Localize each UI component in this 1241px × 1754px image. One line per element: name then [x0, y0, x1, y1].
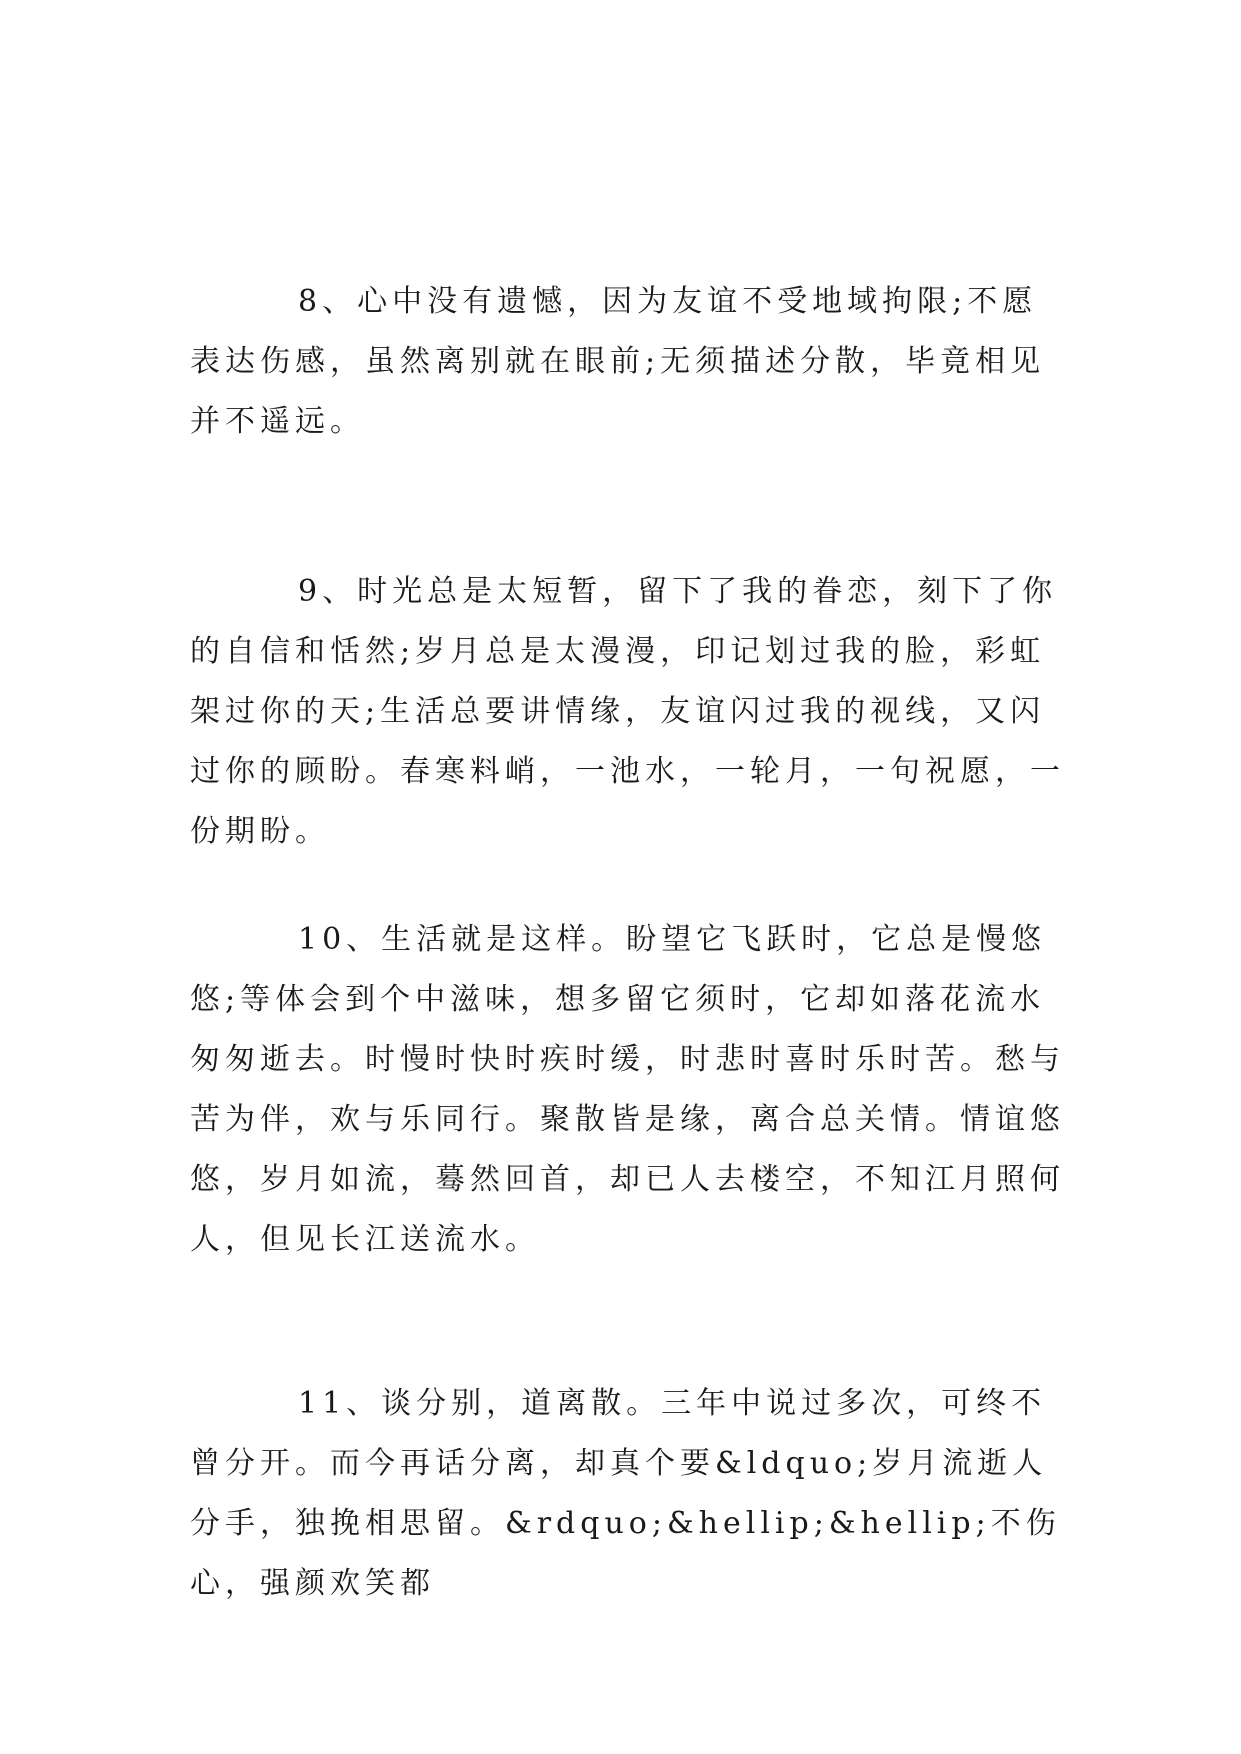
paragraph-11: 11、谈分别，道离散。三年中说过多次，可终不曾分开。而今再话分离，却真个要&ldquo;岁月流逝人分手，独挽相思留。&rdquo;&hellip;&hellip;不伤心，强颜欢笑都 [190, 1386, 1061, 1601]
paragraph-10: 10、生活就是这样。盼望它飞跃时，它总是慢悠悠;等体会到个中滋味，想多留它须时，它却如落花流水匆匆逝去。时慢时快时疾时缓，时悲时喜时乐时苦。愁与苦为伴，欢与乐同行。聚散皆是缘，离合总关情。情谊悠悠，岁月如流，蓦然回首，却已人去楼空，不知江月照何人，但见长江送流水。 [190, 922, 1065, 1257]
paragraph-9: 9、时光总是太短暂，留下了我的眷恋，刻下了你的自信和恬然;岁月总是太漫漫，印记划过我的脸，彩虹架过你的天;生活总要讲情缘，友谊闪过我的视线，又闪过你的顾盼。春寒料峭，一池水，一轮月，一句祝愿，一份期盼。 [190, 574, 1065, 849]
paragraph-8: 8、心中没有遗憾，因为友谊不受地域拘限;不愿表达伤感，虽然离别就在眼前;无须描述分散，毕竟相见并不遥远。 [190, 284, 1046, 439]
